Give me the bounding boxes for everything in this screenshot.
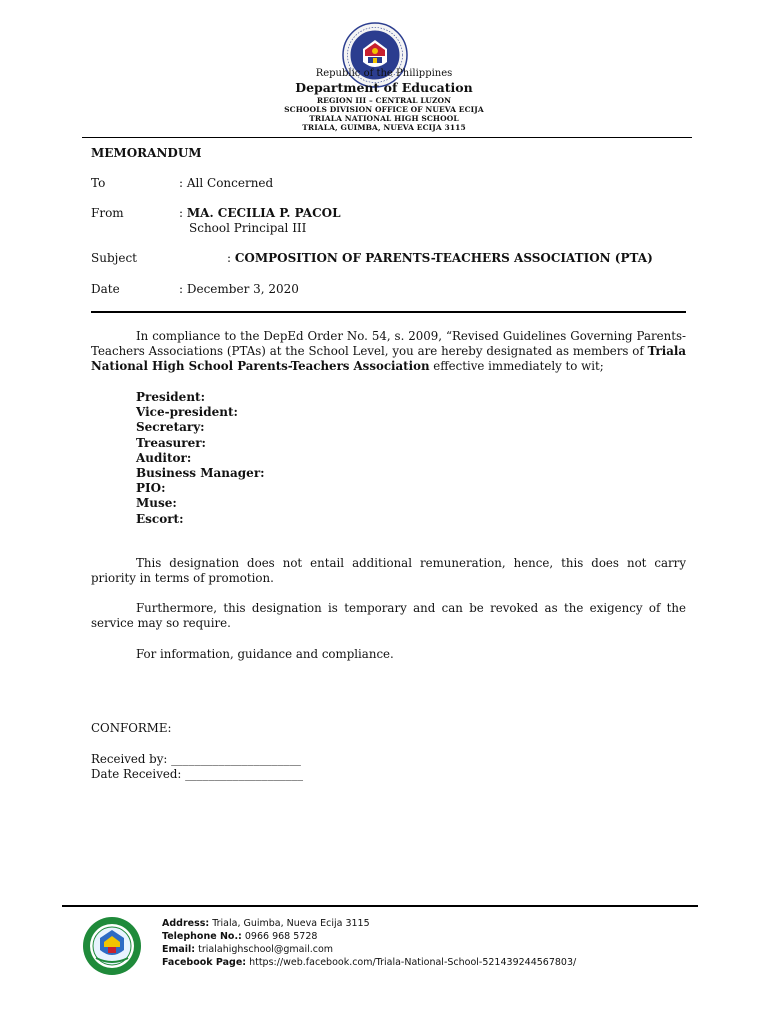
region-line: REGION III – CENTRAL LUZON (316, 96, 452, 105)
from-name: MA. CECILIA P. PACOL (186, 206, 341, 220)
republic-line: Republic of the Philippines (315, 68, 453, 79)
pta-name: Triala National High School Parents-Teachers Association (91, 344, 686, 374)
footer-divider (62, 905, 698, 907)
paragraph-temporary: Furthermore, this designation is temporary and can be revoked as the exigency of the service may so require. (91, 601, 686, 631)
to-value: : All Concerned (179, 176, 274, 190)
officer-item: Auditor: (136, 450, 192, 465)
from-label: From (91, 206, 124, 220)
officer-item: Secretary: (136, 420, 205, 435)
date-label: Date (91, 282, 120, 296)
memo-title: MEMORANDUM (91, 146, 202, 160)
paragraph-remuneration: This designation does not entail additional remuneration, hence, this does not carry priority in terms of promotion. (91, 556, 686, 586)
footer-facebook: Facebook Page: https://web.facebook.com/Triala-National-School-521439244567803/ (162, 957, 577, 968)
department-title: Department of Education (295, 80, 473, 95)
subject-label: Subject (91, 251, 137, 265)
memo-divider (91, 311, 686, 313)
officer-list (136, 390, 265, 527)
conforme-title: CONFORME: (91, 721, 172, 735)
header-divider (82, 137, 692, 138)
paragraph-information: For information, guidance and compliance. (136, 647, 394, 661)
paragraph-compliance: In compliance to the DepEd Order No. 54, s. 2009, “Revised Guidelines Governing Parents-Teachers Associations (PTAs) at the School Level, you are hereby designated as members of Triala National High School Parents-Teachers Association effective immediately to wit; (91, 329, 686, 374)
school-logo (82, 916, 142, 976)
officer-item: PIO: (136, 481, 166, 496)
officer-item: Treasurer: (136, 435, 206, 450)
officer-item: Escort: (136, 511, 184, 526)
received-by-line: Received by: ______________________ (91, 752, 301, 766)
subject-value: : COMPOSITION OF PARENTS-TEACHERS ASSOCIATION (PTA) (227, 251, 653, 265)
officer-item: Business Manager: (136, 466, 265, 481)
date-received-line: Date Received: ____________________ (91, 767, 304, 781)
officer-item: President: (136, 390, 206, 404)
school-address-line: TRIALA, GUIMBA, NUEVA ECIJA 3115 (302, 123, 466, 132)
school-line: TRIALA NATIONAL HIGH SCHOOL (309, 114, 459, 123)
officer-item: Vice-president: (136, 405, 238, 420)
footer-address: Address: Triala, Guimba, Nueva Ecija 3115 (162, 918, 370, 929)
footer-email: Email: trialahighschool@gmail.com (162, 944, 334, 955)
from-position: School Principal III (189, 221, 307, 235)
date-value: : December 3, 2020 (179, 282, 299, 296)
to-label: To (91, 176, 106, 190)
from-value: : MA. CECILIA P. PACOL (179, 206, 341, 220)
subject-text: COMPOSITION OF PARENTS-TEACHERS ASSOCIATION (PTA) (234, 251, 653, 265)
officer-item: Muse: (136, 496, 177, 511)
footer-telephone: Telephone No.: 0966 968 5728 (162, 931, 318, 942)
division-line: SCHOOLS DIVISION OFFICE OF NUEVA ECIJA (284, 105, 484, 114)
